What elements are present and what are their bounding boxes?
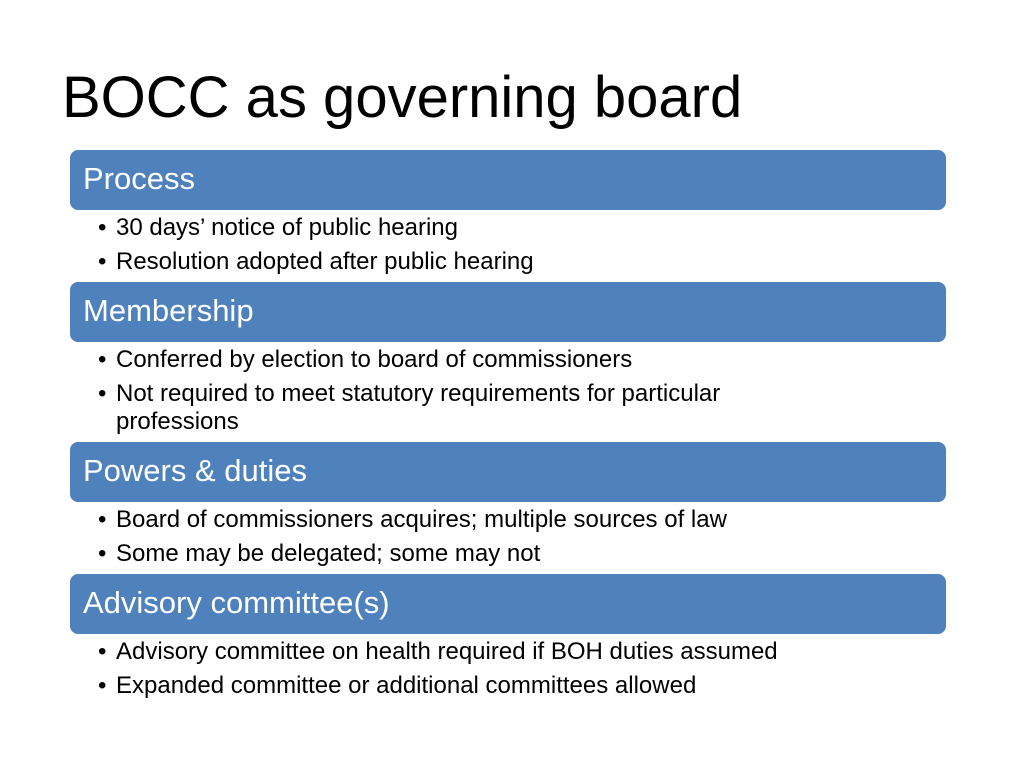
- section-header-powers-duties: [70, 442, 946, 502]
- bullet-icon: •: [98, 638, 107, 665]
- bullet-text: Advisory committee on health required if BOH duties assumed: [116, 638, 778, 665]
- bullet-list: [70, 346, 946, 436]
- bullet-icon: •: [98, 506, 107, 533]
- bullet-item: [70, 540, 946, 568]
- bullet-item: [70, 248, 946, 276]
- bullet-icon: •: [98, 672, 107, 699]
- slide-title: BOCC as governing board: [62, 65, 743, 130]
- bullet-item: [70, 672, 946, 700]
- section-header-process: [70, 150, 946, 210]
- bullet-item: [70, 346, 946, 374]
- bullet-list: [70, 214, 946, 276]
- bullet-text: Conferred by election to board of commissioners: [116, 346, 633, 373]
- bullet-item: [70, 214, 946, 242]
- bullet-icon: •: [98, 380, 107, 407]
- bullet-list: [70, 638, 946, 700]
- section-membership: [70, 282, 946, 436]
- bullet-icon: •: [98, 214, 107, 241]
- bullet-item: [70, 506, 946, 534]
- bullet-text: Board of commissioners acquires; multiple sources of law: [116, 506, 727, 533]
- bullet-item: [70, 638, 946, 666]
- bullet-icon: •: [98, 346, 107, 373]
- bullet-item: [70, 380, 836, 436]
- bullet-text: 30 days’ notice of public hearing: [116, 214, 458, 241]
- section-powers-duties: [70, 442, 946, 568]
- section-header-label: Process: [83, 161, 195, 196]
- bullet-text: Not required to meet statutory requirements for particular professions: [116, 380, 721, 435]
- section-header-label: Powers & duties: [83, 453, 307, 488]
- bullet-text: Expanded committee or additional committees allowed: [116, 672, 697, 699]
- section-header-membership: [70, 282, 946, 342]
- bullet-text: Some may be delegated; some may not: [116, 540, 541, 567]
- section-process: [70, 150, 946, 276]
- section-header-advisory-committees: [70, 574, 946, 634]
- bullet-icon: •: [98, 248, 107, 275]
- section-header-label: Membership: [83, 293, 254, 328]
- bullet-text: Resolution adopted after public hearing: [116, 248, 534, 275]
- bullet-list: [70, 506, 946, 568]
- section-header-label: Advisory committee(s): [83, 585, 390, 620]
- bullet-icon: •: [98, 540, 107, 567]
- section-advisory-committees: [70, 574, 946, 700]
